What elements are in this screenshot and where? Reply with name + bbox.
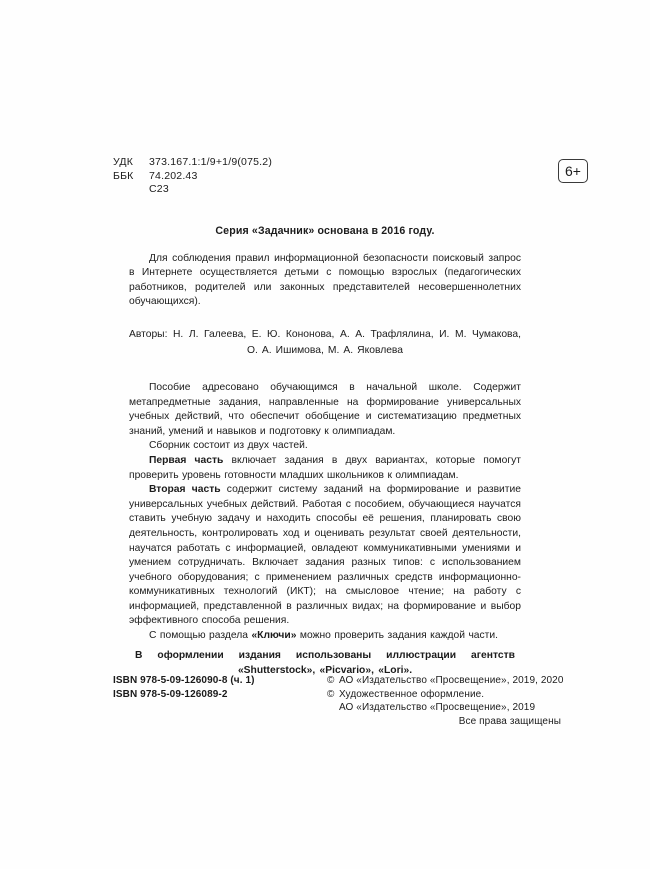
series-line: Серия «Задачник» основана в 2016 году. bbox=[215, 225, 435, 237]
isbn-line-1: ISBN 978-5-09-126090-8 (ч. 1) bbox=[113, 675, 255, 686]
authors-line-1: Авторы: Н. Л. Галеева, Е. Ю. Кононова, А. А. Трафлялина, И. М. Чумакова, bbox=[129, 328, 521, 340]
copyright-line-1: АО «Издательство «Просвещение», 2019, 2020 bbox=[339, 675, 564, 686]
copyright-mark-icon-2: © bbox=[327, 688, 335, 700]
keys-paragraph bbox=[129, 629, 521, 644]
illustration-credits-line-1: В оформлении издания использованы иллюстрации агентств bbox=[135, 649, 515, 661]
part-one-label: Первая часть bbox=[149, 454, 224, 466]
shelf-code-spacer bbox=[113, 183, 149, 197]
isbn-block bbox=[113, 674, 255, 728]
content-column bbox=[129, 224, 521, 678]
copyright-row-1 bbox=[327, 674, 563, 688]
copyright-line-4: Все права защищены bbox=[458, 715, 561, 727]
part-two-paragraph bbox=[129, 483, 521, 629]
copyright-mark-icon: © bbox=[327, 675, 335, 686]
keys-prefix: С помощью раздела bbox=[149, 630, 252, 642]
age-rating-label: 6+ bbox=[565, 163, 581, 179]
udk-row bbox=[113, 156, 272, 170]
udk-label: УДК bbox=[113, 156, 134, 168]
illustration-credits-line-2: «Shutterstock», «Picvario», «Lori». bbox=[237, 665, 413, 677]
copyright-line-2: Художественное оформление. bbox=[339, 688, 485, 700]
shelf-code-value: С23 bbox=[149, 183, 169, 195]
authors-block bbox=[129, 327, 521, 359]
part-two-text: содержит систему заданий на формирование и развитие универсальных учебных действий. Работая с пособием, обучающиеся научатся ставить учебную задачу и находить способы её решения, планировать свою деятельность, контролировать ход и оценивать результат своей деятельности, научатся работать с информацией, овладеют коммуникативными умениями и умением сотрудничать. Включает задания разных типов: с использованием учебного оборудования; с применением различных средств информационно-коммуникативных технологий (ИКТ); на смысловое чтение; на работу с информацией, представленной в различных видах; на формирование и выбор эффективного способа решения. bbox=[129, 484, 521, 627]
keys-label: «Ключи» bbox=[251, 630, 297, 642]
safety-notice-text: Для соблюдения правил информационной безопасности поисковый запрос в Интернете осуществляется детьми с помощью взрослых (педагогических работников, родителей или законных представителей несовершеннолетних обучающихся). bbox=[129, 252, 521, 308]
annotation-paragraph-2: Сборник состоит из двух частей. bbox=[149, 440, 308, 452]
classification-block bbox=[113, 156, 272, 197]
annotation-block bbox=[129, 381, 521, 644]
copyright-line-3: АО «Издательство «Просвещение», 2019 bbox=[339, 702, 536, 714]
bbk-value: 74.202.43 bbox=[149, 169, 198, 182]
part-one-paragraph bbox=[129, 454, 521, 483]
shelf-code-row bbox=[113, 183, 272, 197]
safety-notice-block bbox=[129, 252, 521, 310]
part-two-label: Вторая часть bbox=[149, 484, 221, 496]
age-rating-badge bbox=[558, 159, 588, 183]
part-one-text: включает задания в двух вариантах, которые помогут проверить уровень готовности младших школьников к олимпиадам. bbox=[129, 454, 521, 481]
keys-suffix: можно проверить задания каждой части. bbox=[296, 630, 499, 642]
authors-line-2: О. А. Ишимова, М. А. Яковлева bbox=[246, 344, 404, 356]
page-footer bbox=[113, 674, 563, 728]
annotation-paragraph-1: Пособие адресовано обучающимся в начальной школе. Содержит метапредметные задания, направленные на формирование универсальных учебных действий, что обеспечит обобщение и систематизацию предметных знаний, умений и навыков и подготовку к олимпиадам. bbox=[129, 381, 521, 437]
copyright-block bbox=[327, 674, 563, 728]
udk-value: 373.167.1:1/9+1/9(075.2) bbox=[149, 156, 273, 168]
isbn-line-2: ISBN 978-5-09-126089-2 bbox=[113, 688, 228, 700]
bbk-row bbox=[113, 170, 272, 184]
bbk-label: ББК bbox=[113, 169, 134, 182]
copyright-row-2 bbox=[327, 688, 563, 702]
